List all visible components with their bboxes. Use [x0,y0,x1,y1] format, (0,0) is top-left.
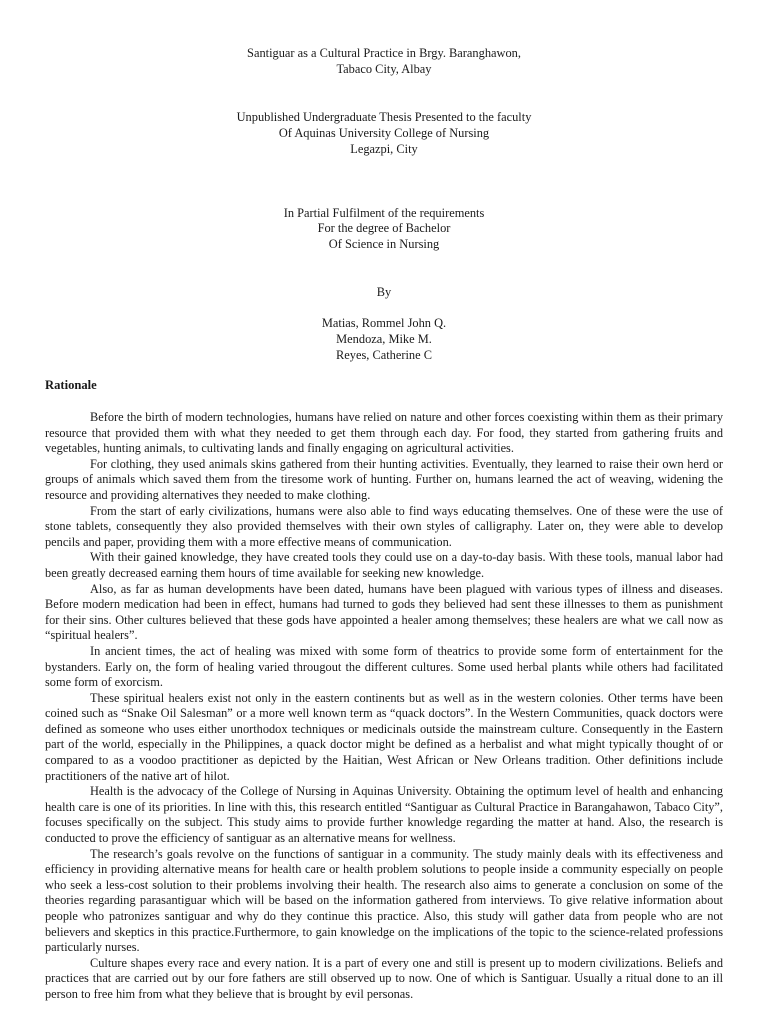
thesis-line-3: Legazpi, City [350,142,418,156]
paragraph: Health is the advocacy of the College of Nursing in Aquinas University. Obtaining the optimum level of health and enhancing health care is one of its priorities. In line with this, this research entitled “Santiguar as Cultural Practice in Barangahawon, Tabaco City”, focuses specifically on the subject. This study aims to provide further knowledge regarding the matter at hand. Also, the research is conducted to prove the efficiency of santiguar as an alternative means for wellness. [45,784,723,846]
paragraph: Also, as far as human developments have been dated, humans have been plagued with various types of illness and diseases. Before modern medication had been in effect, humans had turned to gods they believed had sent these illnesses to them as punishment for their sins. Other cultures believed that these gods have appointed a healer among themselves; these healers are what we call now as “spiritual healers”. [45,581,723,643]
paragraph: These spiritual healers exist not only in the eastern continents but as well as in the western colonies. Other terms have been coined such as “Snake Oil Salesman” or a more well known term as “quack doctors”. In the Western Communities, quack doctors were defined as someone who uses either unorthodox techniques or medicinals outside the mainstream culture. Consequently in the Eastern part of the world, especially in the Philippines, a quack doctor might be defined as a herbalist and what might typically thought of or compared to as a voodoo practitioner as depicted by the Haitian, West African or New Orleans tradition. Other definitions include practitioners of the native art of hilot. [45,690,723,783]
fulfilment-line-1: In Partial Fulfilment of the requirements [283,206,485,220]
title-line-2: Tabaco City, Albay [336,62,432,76]
paragraph: Before the birth of modern technologies, humans have relied on nature and other forces coexisting within them as their primary resource that provided them with what they needed to get them through each day. For food, they started from gathering fruits and vegetables, hunting animals, to cultivating lands and finally engaging on agricultural activities. [45,410,723,456]
author-2: Mendoza, Mike M. [336,332,432,346]
author-1: Matias, Rommel John Q. [321,316,447,330]
thesis-line-1: Unpublished Undergraduate Thesis Presented to the faculty [236,110,532,124]
paragraph: Culture shapes every race and every nation. It is a part of every one and still is present up to modern civilizations. Beliefs and practices that are carried out by our fore fathers are still observed up to now. One of which is Santiguar. Usually a ritual done to an ill person to free him from what they believe that is brought by evil personas. [45,955,723,1001]
paragraph: For clothing, they used animals skins gathered from their hunting activities. Eventually, they learned to raise their own herd or groups of animals which saved them from the tiresome work of hunting. Further on, humans learned the act of weaving, widening the resource and providing alternatives they needed to make clothing. [45,456,723,502]
thesis-line-2: Of Aquinas University College of Nursing [278,126,490,140]
title-line-1: Santiguar as a Cultural Practice in Brgy. Baranghawon, [247,46,521,60]
fulfilment-line-3: Of Science in Nursing [328,237,440,251]
author-3: Reyes, Catherine C [335,348,432,362]
byline: By [376,285,392,299]
paragraph: From the start of early civilizations, humans were also able to find ways educating themselves. One of these were the use of stone tablets, consequently they also provided themselves with their own styles of calligraphy. Later on, they were able to develop pencils and paper, providing them with a more effective means of communication. [45,503,723,549]
paragraph: The research’s goals revolve on the functions of santiguar in a community. The study mainly deals with its effectiveness and efficiency in providing alternative means for health care or health problem solutions to people inside a community especially on people who seek a less-cost solution to their problems involving their health. The research also aims to generate a conclusion on some of the theories regarding parasantiguar which will be based on the information gathered from interviews. To give relative information about people who patronizes santiguar and why do they continue this practice. Also, this study will gather data from people who are not believers and skeptics in this practice.Furthermore, to gain knowledge on the implications of the topic to the science-related professions particularly nurses. [45,846,723,955]
paragraph: In ancient times, the act of healing was mixed with some form of theatrics to provide some form of entertainment for the bystanders. Early on, the form of healing varied througout the different cultures. Some used herbal plants while others had facilitated some form of exorcism. [45,643,723,690]
body-text [45,410,723,1003]
fulfilment-line-2: For the degree of Bachelor [317,221,451,235]
paragraph: With their gained knowledge, they have created tools they could use on a day-to-day basis. With these tools, manual labor had been greatly decreased earning them hours of time available for seeking new knowledge. [45,550,723,580]
section-heading: Rationale [45,378,97,392]
